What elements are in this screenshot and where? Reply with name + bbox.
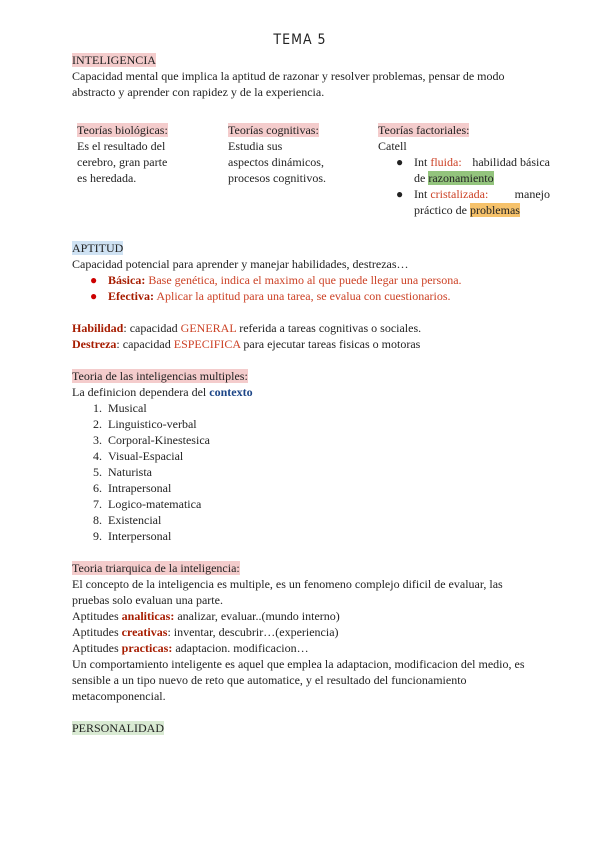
list-item: 3. Corporal-Kinestesica: [93, 433, 210, 447]
inteligencia-section: [72, 52, 532, 100]
list-item: [378, 154, 550, 186]
theory-line: Estudia sus: [228, 139, 283, 153]
aptitud-list: [72, 272, 532, 304]
razonamiento-highlight: razonamiento: [428, 171, 494, 185]
theory-biologicas-heading: Teorías biológicas:: [77, 123, 168, 137]
multiples-heading: Teoria de las inteligencias multiples:: [72, 369, 248, 383]
theory-factoriales: [378, 122, 550, 218]
personalidad-section: [72, 720, 532, 736]
page-title: TEMA 5: [273, 32, 327, 48]
theory-factoriales-heading: Teorías factoriales:: [378, 123, 470, 137]
practicas-text: adaptacion. modificacion…: [175, 641, 309, 655]
list-item: 2. Linguistico-verbal: [93, 417, 197, 431]
theory-line: es heredada.: [77, 171, 137, 185]
bullet-icon: ●: [90, 273, 98, 287]
contexto-keyword: contexto: [209, 385, 253, 399]
list-item-text: Linguistico-verbal: [108, 417, 197, 431]
int-prefix: Int: [414, 187, 428, 201]
fluida-text: habilidad básica: [472, 155, 550, 169]
triarquica-heading: Teoria triarquica de la inteligencia:: [72, 561, 240, 575]
habilidad-pre: : capacidad: [123, 321, 178, 335]
aptitud-basica-text: Base genética, indica el maximo al que puede llegar una persona.: [148, 273, 462, 287]
theory-cognitivas: [228, 122, 368, 186]
multiples-list: [72, 400, 532, 544]
bullet-icon: ●: [396, 155, 404, 169]
factoriales-list: [378, 154, 550, 218]
list-item: 1. Musical: [93, 401, 147, 415]
aptitudes-prefix: Aptitudes: [72, 609, 119, 623]
personalidad-heading: PERSONALIDAD: [72, 721, 165, 735]
list-item: 8. Existencial: [93, 513, 162, 527]
inteligencia-heading: INTELIGENCIA: [72, 53, 156, 67]
aptitudes-prefix: Aptitudes: [72, 641, 119, 655]
aptitud-basica-label: Básica:: [108, 273, 146, 287]
habilidad-keyword: GENERAL: [180, 321, 237, 335]
creativas-keyword: creativas: [121, 625, 168, 639]
destreza-label: Destreza: [72, 337, 117, 351]
theory-line: Es el resultado del: [77, 139, 166, 153]
list-item-text: Intrapersonal: [108, 481, 172, 495]
int-prefix: Int: [414, 155, 428, 169]
theory-line: cerebro, gran parte: [77, 155, 168, 169]
list-item: 6. Intrapersonal: [93, 481, 172, 495]
analiticas-text: analizar, evaluar..(mundo interno): [177, 609, 340, 623]
aptitud-efectiva-text: Aplicar la aptitud para una tarea, se evalua con cuestionarios.: [156, 289, 451, 303]
practicas-keyword: practicas:: [121, 641, 173, 655]
destreza-post: para ejecutar tareas fisicas o motoras: [243, 337, 421, 351]
list-item: [72, 272, 532, 288]
list-item: 9. Interpersonal: [93, 529, 172, 543]
multiples-intro: La definicion dependera del: [72, 385, 207, 399]
fluida-pre: de: [414, 171, 426, 185]
list-item-text: Naturista: [108, 465, 152, 479]
list-item-text: Logico-matematica: [108, 497, 202, 511]
list-item-text: Corporal-Kinestesica: [108, 433, 210, 447]
destreza-keyword: ESPECIFICA: [173, 337, 241, 351]
list-item: [378, 186, 550, 218]
theory-line: procesos cognitivos.: [228, 171, 326, 185]
triarquica-closing: Un comportamiento inteligente es aquel que emplea la adaptacion, modificacion del medio, es sensible a un tipo nuevo de reto que automatice, y el resultado del funcionamiento metacomponencial.: [72, 657, 525, 703]
list-item-text: Interpersonal: [108, 529, 172, 543]
triarquica-intro: El concepto de la inteligencia es multiple, es un fenomeno complejo dificil de evaluar, las pruebas solo evaluan una parte.: [72, 577, 503, 607]
inteligencia-definition: Capacidad mental que implica la aptitud de razonar y resolver problemas, pensar de modo abstracto y aprender con rapidez y de la experiencia.: [72, 69, 505, 99]
destreza-pre: : capacidad: [116, 337, 171, 351]
cristalizada-text: manejo: [514, 187, 550, 201]
list-item: 5. Naturista: [93, 465, 152, 479]
theory-author: Catell: [378, 139, 407, 153]
fluida-label: fluida:: [430, 155, 462, 169]
aptitud-section: [72, 240, 532, 304]
theory-biologicas: [77, 122, 217, 186]
bullet-icon: ●: [396, 187, 404, 201]
habilidad-destreza: [72, 320, 532, 352]
creativas-text: : inventar, descubrir…(experiencia): [167, 625, 339, 639]
theory-cognitivas-heading: Teorías cognitivas:: [228, 123, 319, 137]
list-item: [72, 288, 532, 304]
list-item: 7. Logico-matematica: [93, 497, 202, 511]
cristalizada-label: cristalizada:: [430, 187, 489, 201]
problemas-highlight: problemas: [469, 203, 520, 217]
list-item-text: Musical: [108, 401, 147, 415]
list-item-text: Existencial: [108, 513, 162, 527]
habilidad-post: referida a tareas cognitivas o sociales.: [239, 321, 422, 335]
analiticas-keyword: analiticas:: [121, 609, 175, 623]
multiples-section: [72, 368, 532, 544]
triarquica-section: [72, 560, 532, 704]
list-item: 4. Visual-Espacial: [93, 449, 184, 463]
theory-line: aspectos dinámicos,: [228, 155, 324, 169]
aptitud-efectiva-label: Efectiva:: [108, 289, 154, 303]
habilidad-label: Habilidad: [72, 321, 124, 335]
aptitud-heading: APTITUD: [72, 241, 124, 255]
list-item-text: Visual-Espacial: [108, 449, 184, 463]
aptitud-definition: Capacidad potencial para aprender y manejar habilidades, destrezas…: [72, 257, 409, 271]
bullet-icon: ●: [90, 289, 98, 303]
cristalizada-pre: práctico de: [414, 203, 467, 217]
aptitudes-prefix: Aptitudes: [72, 625, 119, 639]
